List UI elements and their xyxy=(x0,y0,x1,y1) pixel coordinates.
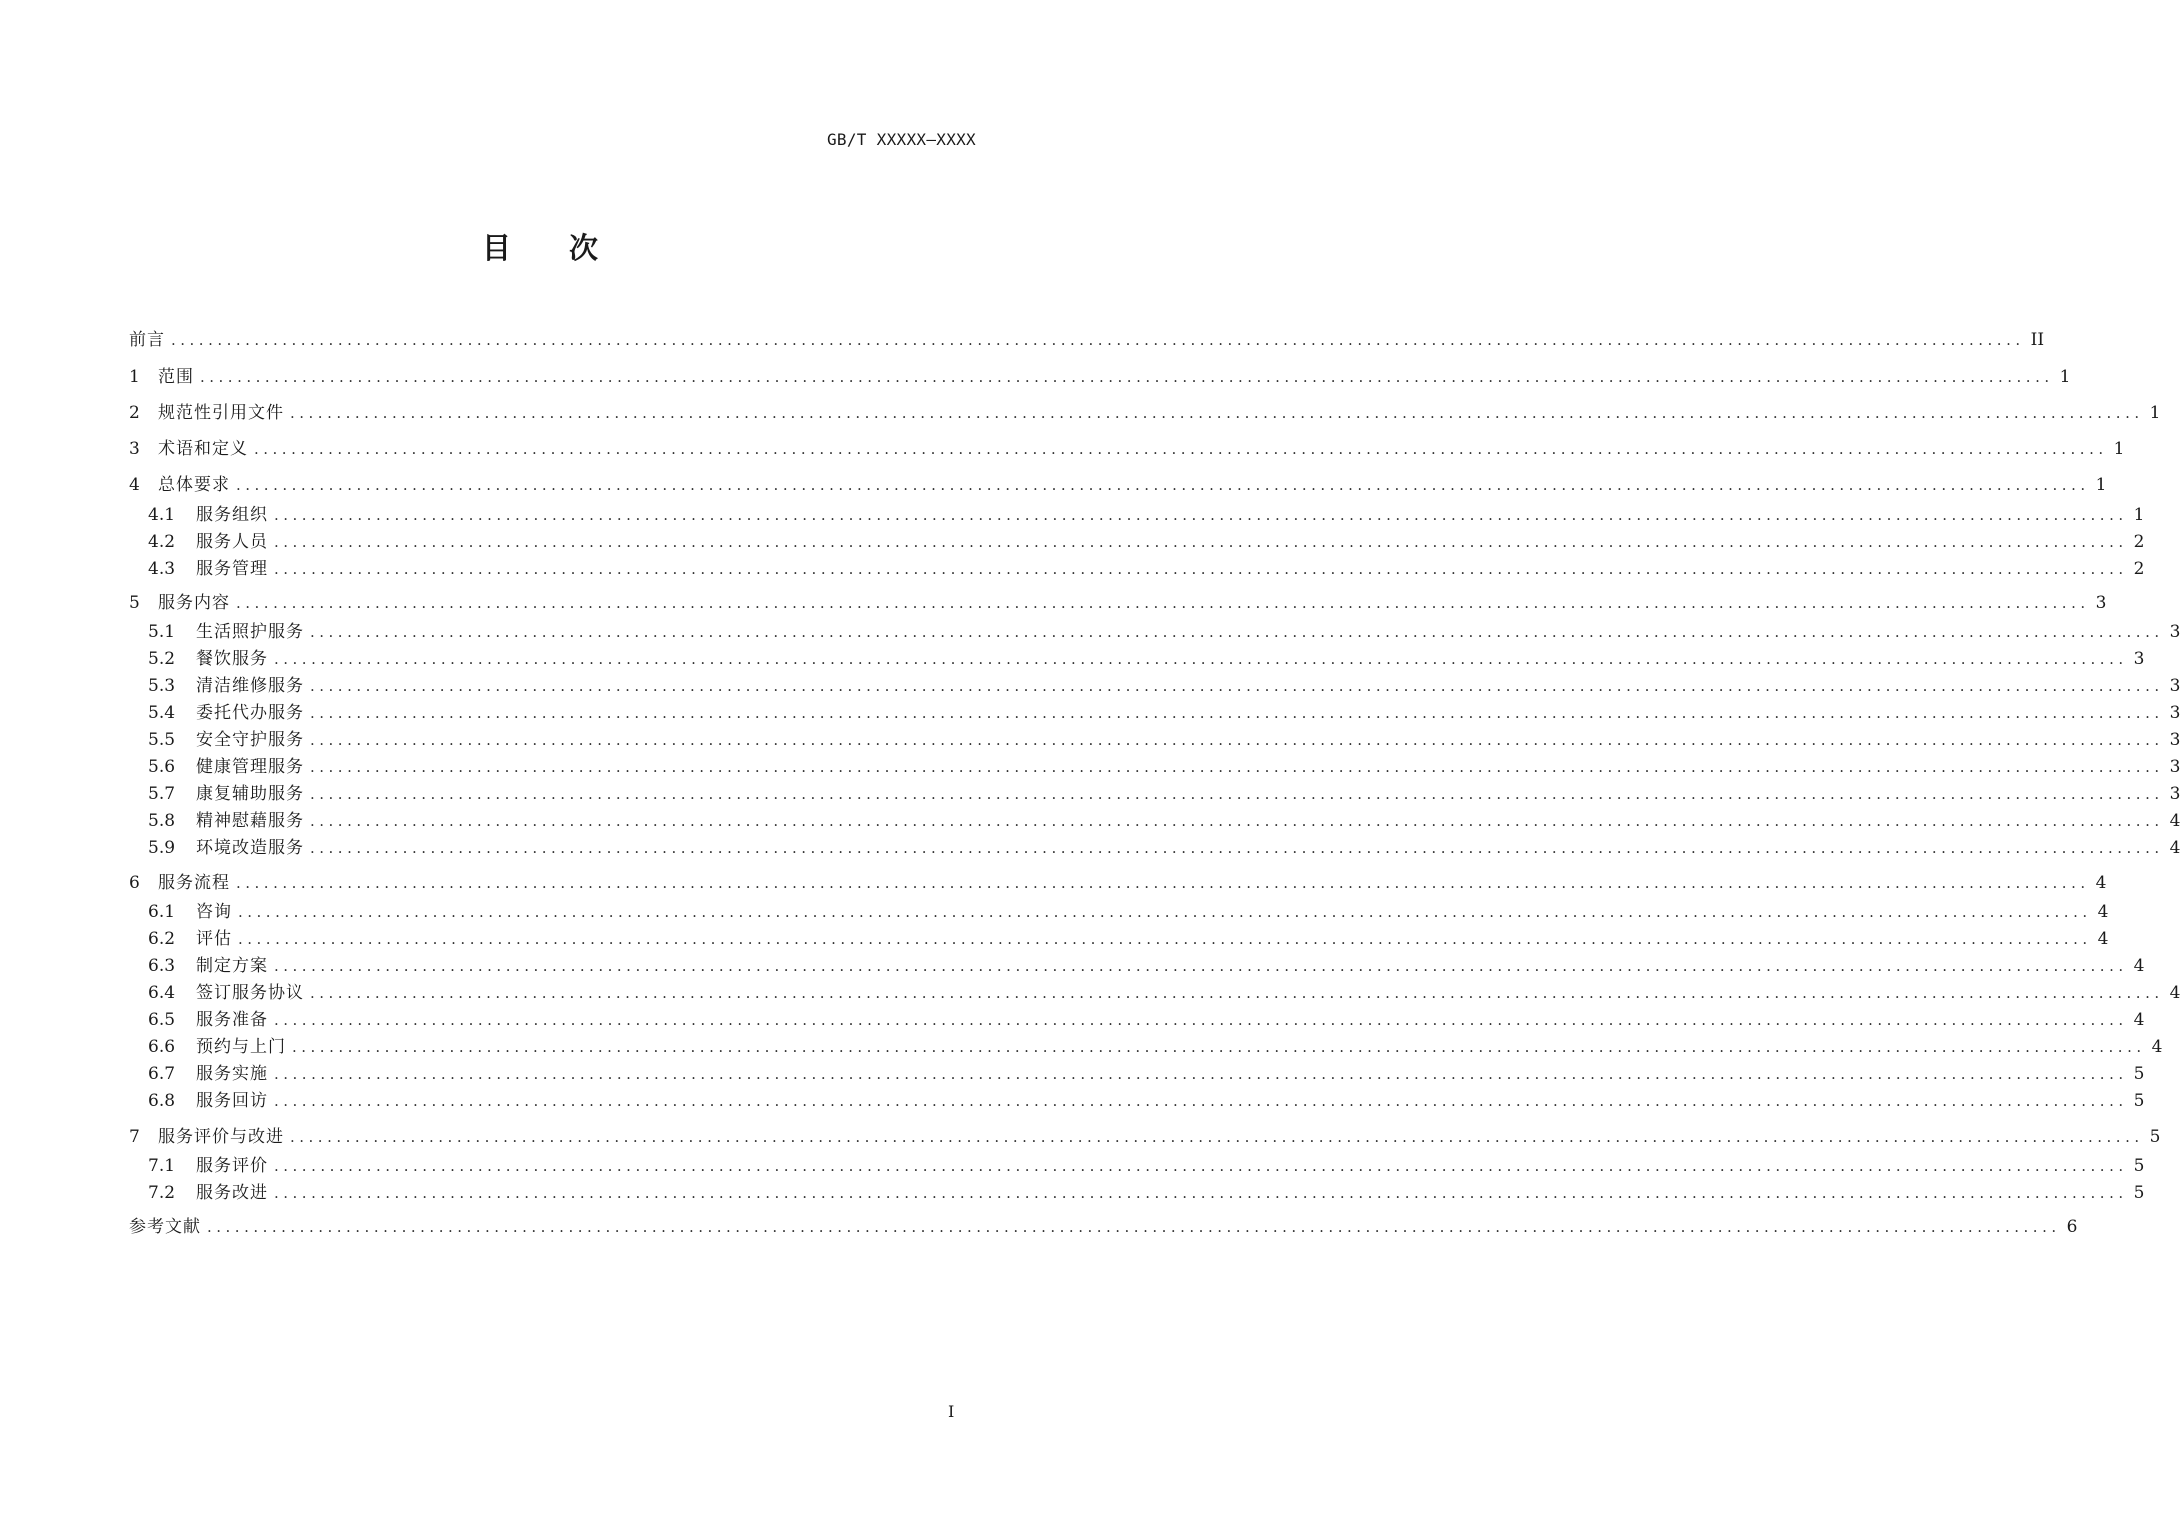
toc-entry-page: 3 xyxy=(2169,784,2180,804)
toc-leader-dots: ........................................................................................................................................................................................................ xyxy=(274,1184,2128,1202)
toc-leader-dots: ........................................................................................................................................................................................................ xyxy=(290,404,2144,422)
toc-entry[interactable] xyxy=(148,648,2145,670)
toc-leader-dots: ........................................................................................................................................................................................................ xyxy=(274,957,2128,975)
toc-entry-label: 评估 xyxy=(196,929,232,949)
toc-leader-dots: ........................................................................................................................................................................................................ xyxy=(310,984,2164,1002)
toc-entry[interactable] xyxy=(129,872,2107,894)
toc-entry[interactable] xyxy=(148,1036,2163,1058)
toc-entry-page: 5 xyxy=(2133,1064,2145,1084)
toc-entry-number: 6 xyxy=(129,873,140,893)
toc-entry-page: 1 xyxy=(2149,403,2161,423)
toc-entry-number: 5.7 xyxy=(148,784,176,804)
toc-leader-dots: ........................................................................................................................................................................................................ xyxy=(236,476,2090,494)
toc-leader-dots: ........................................................................................................................................................................................................ xyxy=(310,704,2164,722)
toc-entry-number: 5.9 xyxy=(148,838,176,858)
toc-entry-number: 5.8 xyxy=(148,811,176,831)
toc-leader-dots: ........................................................................................................................................................................................................ xyxy=(310,731,2164,749)
toc-entry-label: 服务评价 xyxy=(196,1156,268,1176)
toc-entry-number: 4 xyxy=(129,475,140,495)
toc-entry-number: 6.7 xyxy=(148,1064,176,1084)
toc-leader-dots: ........................................................................................................................................................................................................ xyxy=(200,368,2054,386)
toc-entry-page: 5 xyxy=(2133,1091,2145,1111)
toc-leader-dots: ........................................................................................................................................................................................................ xyxy=(310,677,2164,695)
toc-entry-label: 安全守护服务 xyxy=(196,730,304,750)
toc-leader-dots: ........................................................................................................................................................................................................ xyxy=(274,533,2128,551)
toc-leader-dots: ........................................................................................................................................................................................................ xyxy=(236,594,2090,612)
toc-leader-dots: ........................................................................................................................................................................................................ xyxy=(274,1011,2128,1029)
toc-leader-dots: ........................................................................................................................................................................................................ xyxy=(274,1092,2128,1110)
toc-entry[interactable] xyxy=(148,702,2180,724)
toc-entry-number: 5.2 xyxy=(148,649,176,669)
toc-entry-label: 服务组织 xyxy=(196,505,268,525)
toc-entry-number: 5.4 xyxy=(148,703,176,723)
toc-entry[interactable] xyxy=(148,729,2180,751)
toc-entry[interactable] xyxy=(129,402,2161,424)
toc-entry-number: 5.1 xyxy=(148,622,176,642)
toc-leader-dots: ........................................................................................................................................................................................................ xyxy=(274,1157,2128,1175)
toc-entry-label: 制定方案 xyxy=(196,956,268,976)
toc-entry[interactable] xyxy=(148,837,2180,859)
toc-entry-number: 7 xyxy=(129,1127,140,1147)
toc-leader-dots: ........................................................................................................................................................................................................ xyxy=(274,506,2128,524)
toc-entry-label: 签订服务协议 xyxy=(196,983,304,1003)
toc-entry[interactable] xyxy=(148,504,2145,526)
toc-entry-page: 4 xyxy=(2133,1010,2145,1030)
toc-entry[interactable] xyxy=(129,474,2107,496)
toc-entry-page: 2 xyxy=(2133,532,2145,552)
toc-entry-page: 4 xyxy=(2097,902,2109,922)
toc-entry-number: 5.6 xyxy=(148,757,176,777)
toc-leader-dots: ........................................................................................................................................................................................................ xyxy=(171,331,2025,349)
toc-entry-number: 5 xyxy=(129,593,140,613)
toc-entry-page: 3 xyxy=(2169,703,2180,723)
toc-entry[interactable] xyxy=(129,366,2071,388)
toc-entry[interactable] xyxy=(148,621,2180,643)
toc-entry[interactable] xyxy=(148,1009,2145,1031)
toc-entry-label: 服务准备 xyxy=(196,1010,268,1030)
toc-entry-number: 6.4 xyxy=(148,983,176,1003)
toc-entry-page: 2 xyxy=(2133,559,2145,579)
toc-entry-label: 服务管理 xyxy=(196,559,268,579)
toc-leader-dots: ........................................................................................................................................................................................................ xyxy=(254,440,2108,458)
toc-entry-page: 1 xyxy=(2095,475,2107,495)
toc-entry-label: 服务改进 xyxy=(196,1183,268,1203)
toc-entry-number: 5.3 xyxy=(148,676,176,696)
toc-entry-label: 前言 xyxy=(129,330,165,350)
toc-entry[interactable] xyxy=(148,901,2109,923)
toc-entry-number: 6.3 xyxy=(148,956,176,976)
toc-entry-label: 餐饮服务 xyxy=(196,649,268,669)
toc-entry-number: 6.6 xyxy=(148,1037,176,1057)
page-title: 目次 xyxy=(481,231,656,265)
toc-entry-number: 6.1 xyxy=(148,902,176,922)
toc-entry-label: 健康管理服务 xyxy=(196,757,304,777)
toc-entry-label: 环境改造服务 xyxy=(196,838,304,858)
toc-leader-dots: ........................................................................................................................................................................................................ xyxy=(274,1065,2128,1083)
toc-entry-number: 4.1 xyxy=(148,505,176,525)
toc-entry[interactable] xyxy=(129,438,2125,460)
toc-entry-page: 4 xyxy=(2151,1037,2163,1057)
toc-entry-label: 服务回访 xyxy=(196,1091,268,1111)
toc-entry-label: 康复辅助服务 xyxy=(196,784,304,804)
toc-entry-label: 术语和定义 xyxy=(158,439,248,459)
toc-entry-page: II xyxy=(2030,330,2045,350)
page-number: I xyxy=(948,1402,955,1421)
toc-leader-dots: ........................................................................................................................................................................................................ xyxy=(310,758,2164,776)
toc-entry-page: 4 xyxy=(2169,983,2180,1003)
toc-leader-dots: ........................................................................................................................................................................................................ xyxy=(274,650,2128,668)
toc-leader-dots: ........................................................................................................................................................................................................ xyxy=(310,839,2164,857)
toc-leader-dots: ........................................................................................................................................................................................................ xyxy=(274,560,2128,578)
toc-entry[interactable] xyxy=(148,1063,2145,1085)
toc-leader-dots: ........................................................................................................................................................................................................ xyxy=(238,930,2092,948)
toc-entry-page: 3 xyxy=(2169,622,2180,642)
toc-entry-page: 1 xyxy=(2113,439,2125,459)
toc-entry-number: 6.2 xyxy=(148,929,176,949)
toc-entry-label: 规范性引用文件 xyxy=(158,403,284,423)
toc-entry-label: 咨询 xyxy=(196,902,232,922)
toc-leader-dots: ........................................................................................................................................................................................................ xyxy=(207,1218,2061,1236)
toc-entry-number: 6.5 xyxy=(148,1010,176,1030)
toc-entry-label: 精神慰藉服务 xyxy=(196,811,304,831)
toc-entry-number: 6.8 xyxy=(148,1091,176,1111)
toc-entry[interactable] xyxy=(129,1216,2078,1238)
toc-entry-label: 服务实施 xyxy=(196,1064,268,1084)
toc-entry[interactable] xyxy=(148,982,2180,1004)
toc-entry-page: 4 xyxy=(2133,956,2145,976)
toc-leader-dots: ........................................................................................................................................................................................................ xyxy=(236,874,2090,892)
toc-leader-dots: ........................................................................................................................................................................................................ xyxy=(310,785,2164,803)
toc-entry-label: 生活照护服务 xyxy=(196,622,304,642)
toc-leader-dots: ........................................................................................................................................................................................................ xyxy=(238,903,2092,921)
toc-entry-page: 6 xyxy=(2066,1217,2078,1237)
toc-leader-dots: ........................................................................................................................................................................................................ xyxy=(310,623,2164,641)
toc-entry-page: 4 xyxy=(2097,929,2109,949)
toc-entry-number: 4.2 xyxy=(148,532,176,552)
toc-entry-number: 1 xyxy=(129,367,140,387)
toc-entry-page: 4 xyxy=(2095,873,2107,893)
toc-entry-label: 总体要求 xyxy=(158,475,230,495)
toc-entry-number: 3 xyxy=(129,439,140,459)
toc-entry[interactable] xyxy=(148,1155,2145,1177)
toc-leader-dots: ........................................................................................................................................................................................................ xyxy=(292,1038,2146,1056)
toc-entry[interactable] xyxy=(148,756,2180,778)
toc-entry-number: 4.3 xyxy=(148,559,176,579)
toc-entry-number: 7.1 xyxy=(148,1156,176,1176)
toc-entry-label: 服务人员 xyxy=(196,532,268,552)
toc-entry[interactable] xyxy=(148,928,2109,950)
toc-entry-page: 5 xyxy=(2149,1127,2161,1147)
toc-entry[interactable] xyxy=(129,329,2045,351)
toc-entry-label: 清洁维修服务 xyxy=(196,676,304,696)
toc-entry-label: 预约与上门 xyxy=(196,1037,286,1057)
toc-entry[interactable] xyxy=(148,531,2145,553)
toc-leader-dots: ........................................................................................................................................................................................................ xyxy=(310,812,2164,830)
toc-entry-page: 3 xyxy=(2169,730,2180,750)
toc-entry-number: 7.2 xyxy=(148,1183,176,1203)
toc-entry-label: 服务内容 xyxy=(158,593,230,613)
toc-entry-page: 5 xyxy=(2133,1156,2145,1176)
toc-entry[interactable] xyxy=(148,675,2180,697)
toc-entry-page: 3 xyxy=(2169,676,2180,696)
toc-entry[interactable] xyxy=(129,1126,2161,1148)
toc-entry[interactable] xyxy=(148,1090,2145,1112)
toc-entry-page: 4 xyxy=(2169,811,2180,831)
toc-entry-label: 范围 xyxy=(158,367,194,387)
standard-code: GB/T XXXXX—XXXX xyxy=(827,130,976,149)
toc-entry-label: 参考文献 xyxy=(129,1217,201,1237)
toc-entry-label: 委托代办服务 xyxy=(196,703,304,723)
toc-entry-page: 5 xyxy=(2133,1183,2145,1203)
toc-entry-label: 服务流程 xyxy=(158,873,230,893)
toc-entry-label: 服务评价与改进 xyxy=(158,1127,284,1147)
toc-entry[interactable] xyxy=(148,558,2145,580)
toc-entry-page: 1 xyxy=(2133,505,2145,525)
toc-entry-page: 3 xyxy=(2095,593,2107,613)
toc-entry[interactable] xyxy=(148,1182,2145,1204)
toc-entry[interactable] xyxy=(148,783,2180,805)
toc-entry-page: 3 xyxy=(2133,649,2145,669)
toc-entry-page: 4 xyxy=(2169,838,2180,858)
toc-entry[interactable] xyxy=(148,810,2180,832)
toc-entry-number: 2 xyxy=(129,403,140,423)
toc-leader-dots: ........................................................................................................................................................................................................ xyxy=(290,1128,2144,1146)
toc-entry-page: 3 xyxy=(2169,757,2180,777)
toc-entry[interactable] xyxy=(148,955,2145,977)
toc-entry[interactable] xyxy=(129,592,2107,614)
toc-entry-number: 5.5 xyxy=(148,730,176,750)
toc-entry-page: 1 xyxy=(2059,367,2071,387)
